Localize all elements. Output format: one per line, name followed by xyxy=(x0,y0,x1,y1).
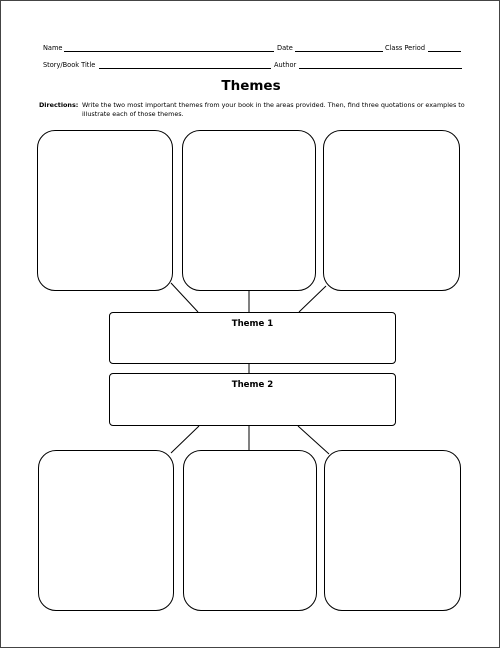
author-label: Author xyxy=(274,61,297,69)
theme1-example-box-2[interactable] xyxy=(182,130,316,291)
theme1-example-box-1[interactable] xyxy=(37,130,173,291)
connector-bottom-left xyxy=(171,426,199,453)
theme1-example-box-3[interactable] xyxy=(323,130,460,291)
directions-text: Write the two most important themes from your book in the areas provided. Then, find three quotations or examples to illustrate each of those themes. xyxy=(82,101,465,118)
theme2-example-box-1[interactable] xyxy=(38,450,174,611)
theme2-example-box-3[interactable] xyxy=(324,450,461,611)
directions-label: Directions: xyxy=(39,101,79,109)
theme2-box[interactable] xyxy=(109,373,396,426)
page-title: Themes xyxy=(221,78,281,94)
theme2-example-box-2[interactable] xyxy=(183,450,317,611)
story-title-label: Story/Book Title xyxy=(43,61,96,69)
theme2-label: Theme 2 xyxy=(231,380,274,390)
theme1-label: Theme 1 xyxy=(231,319,274,329)
date-label: Date xyxy=(277,44,293,52)
class-period-label: Class Period xyxy=(385,44,426,52)
name-label: Name xyxy=(43,44,63,52)
theme1-box[interactable] xyxy=(109,312,396,364)
